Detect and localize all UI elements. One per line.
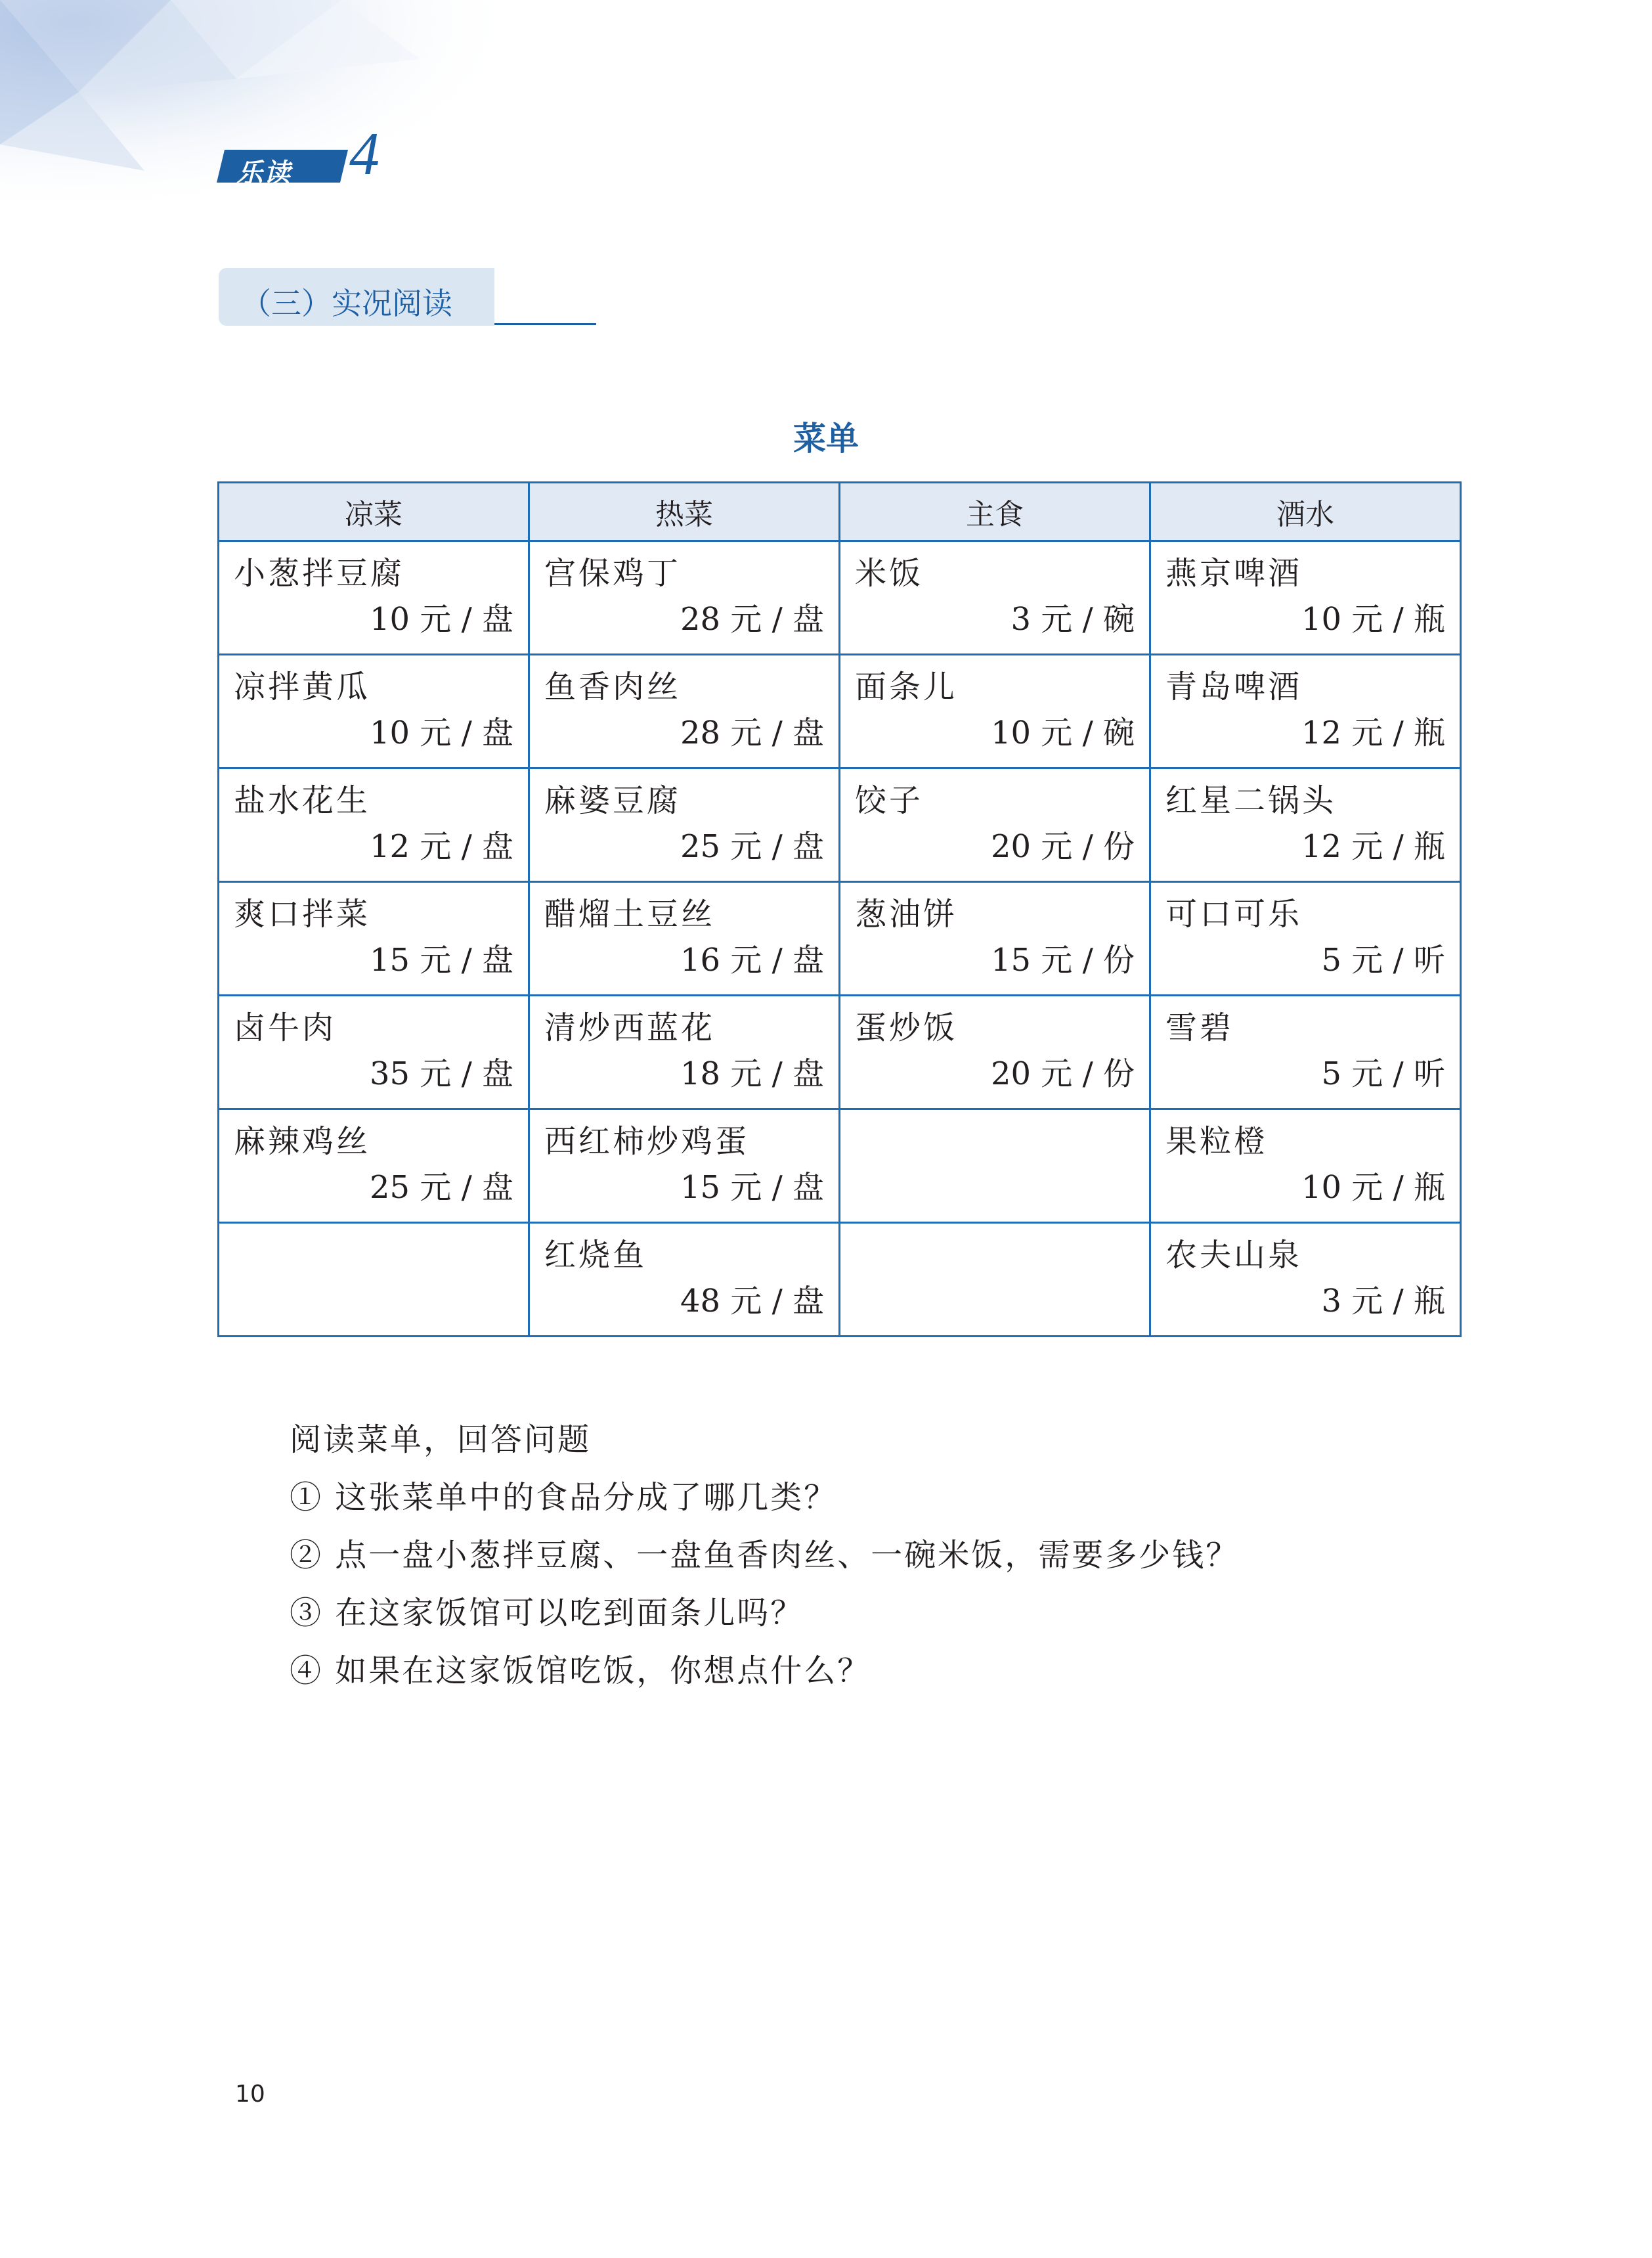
question-item: ② 点一盘小葱拌豆腐、一盘鱼香肉丝、一碗米饭，需要多少钱？	[290, 1537, 1240, 1574]
menu-cell-empty	[840, 1109, 1150, 1223]
menu-cell	[529, 541, 840, 655]
dish-name: 可口可乐	[1165, 896, 1303, 933]
dish-price: 12 元 / 瓶	[1301, 828, 1445, 865]
dish-price: 28 元 / 盘	[680, 600, 824, 638]
section-title: （三）实况阅读	[241, 286, 452, 321]
dish-name: 醋熘土豆丝	[544, 896, 716, 933]
dish-name: 卤牛肉	[234, 1009, 337, 1046]
menu-cell	[219, 882, 529, 996]
dish-price: 25 元 / 盘	[369, 1168, 513, 1206]
menu-cell	[219, 541, 529, 655]
menu-cell	[1150, 1109, 1461, 1223]
series-label: 乐读	[236, 158, 292, 188]
table-row	[219, 541, 1461, 655]
dish-name: 青岛啤酒	[1165, 669, 1303, 705]
dish-name: 葱油饼	[855, 896, 958, 933]
menu-title: 菜单	[793, 420, 859, 458]
table-row	[219, 882, 1461, 996]
dish-name: 红星二锅头	[1165, 782, 1337, 819]
dish-price: 12 元 / 瓶	[1301, 714, 1445, 751]
dish-price: 15 元 / 份	[990, 941, 1135, 979]
menu-cell	[529, 1223, 840, 1337]
dish-name: 红烧鱼	[544, 1237, 647, 1273]
menu-cell	[219, 768, 529, 882]
question-item: ① 这张菜单中的食品分成了哪几类？	[290, 1479, 838, 1516]
question-item: ③ 在这家饭馆可以吃到面条儿吗？	[290, 1595, 804, 1631]
dish-name: 蛋炒饭	[855, 1009, 958, 1046]
dish-name: 农夫山泉	[1165, 1237, 1303, 1273]
dish-price: 18 元 / 盘	[680, 1055, 824, 1092]
menu-cell-empty	[219, 1223, 529, 1337]
menu-table	[217, 481, 1462, 1337]
dish-name: 麻婆豆腐	[544, 782, 682, 819]
column-header-staples: 主食	[840, 483, 1150, 541]
menu-cell	[529, 655, 840, 768]
table-row	[219, 1223, 1461, 1337]
dish-price: 10 元 / 瓶	[1301, 600, 1445, 638]
dish-name: 面条儿	[855, 669, 958, 705]
dish-name: 燕京啤酒	[1165, 555, 1303, 592]
dish-name: 爽口拌菜	[234, 896, 371, 933]
column-header-hot-dishes: 热菜	[529, 483, 840, 541]
dish-price: 10 元 / 瓶	[1301, 1168, 1445, 1206]
dish-price: 5 元 / 听	[1321, 941, 1445, 979]
dish-name: 饺子	[855, 782, 924, 819]
dish-price: 20 元 / 份	[990, 828, 1135, 865]
dish-price: 20 元 / 份	[990, 1055, 1135, 1092]
dish-price: 10 元 / 盘	[369, 600, 513, 638]
menu-cell	[840, 541, 1150, 655]
dish-price: 48 元 / 盘	[680, 1282, 824, 1319]
menu-cell-empty	[840, 1223, 1150, 1337]
table-row	[219, 655, 1461, 768]
dish-name: 宫保鸡丁	[544, 555, 682, 592]
dish-name: 清炒西蓝花	[544, 1009, 716, 1046]
menu-cell	[1150, 882, 1461, 996]
menu-cell	[529, 882, 840, 996]
dish-name: 鱼香肉丝	[544, 669, 682, 705]
dish-price: 10 元 / 盘	[369, 714, 513, 751]
dish-name: 西红柿炒鸡蛋	[544, 1123, 750, 1160]
dish-price: 28 元 / 盘	[680, 714, 824, 751]
dish-price: 25 元 / 盘	[680, 828, 824, 865]
dish-name: 米饭	[855, 555, 924, 592]
table-row	[219, 996, 1461, 1109]
reading-questions	[290, 1411, 1239, 1700]
column-header-drinks: 酒水	[1150, 483, 1461, 541]
column-header-cold-dishes: 凉菜	[219, 483, 529, 541]
dish-price: 15 元 / 盘	[369, 941, 513, 979]
menu-cell	[529, 768, 840, 882]
table-row	[219, 768, 1461, 882]
dish-price: 16 元 / 盘	[680, 941, 824, 979]
dish-price: 5 元 / 听	[1321, 1055, 1445, 1092]
menu-cell	[219, 655, 529, 768]
dish-price: 12 元 / 盘	[369, 828, 513, 865]
dish-price: 15 元 / 盘	[680, 1168, 824, 1206]
series-tag	[217, 150, 348, 188]
menu-cell	[1150, 768, 1461, 882]
menu-cell	[840, 996, 1150, 1109]
menu-cell	[219, 1109, 529, 1223]
table-row	[219, 1109, 1461, 1223]
menu-cell	[840, 655, 1150, 768]
menu-cell	[529, 996, 840, 1109]
page-number: 10	[235, 2081, 265, 2108]
menu-cell	[840, 882, 1150, 996]
dish-name: 果粒橙	[1165, 1123, 1269, 1160]
dish-name: 麻辣鸡丝	[234, 1123, 371, 1160]
menu-cell	[840, 768, 1150, 882]
menu-cell	[219, 996, 529, 1109]
dish-price: 3 元 / 碗	[1011, 600, 1135, 638]
section-heading	[219, 268, 494, 326]
question-item: ④ 如果在这家饭馆吃饭，你想点什么？	[290, 1652, 871, 1689]
menu-cell	[1150, 655, 1461, 768]
menu-cell	[1150, 541, 1461, 655]
dish-name: 盐水花生	[234, 782, 371, 819]
dish-name: 雪碧	[1165, 1009, 1234, 1046]
section-underline	[494, 323, 596, 325]
menu-cell	[1150, 1223, 1461, 1337]
dish-name: 小葱拌豆腐	[234, 555, 405, 592]
questions-intro: 阅读菜单，回答问题	[290, 1421, 592, 1458]
menu-cell	[529, 1109, 840, 1223]
dish-name: 凉拌黄瓜	[234, 669, 371, 705]
dish-price: 3 元 / 瓶	[1321, 1282, 1445, 1319]
menu-cell	[1150, 996, 1461, 1109]
series-number: 4	[349, 120, 380, 187]
menu-header-row	[219, 483, 1461, 541]
dish-price: 35 元 / 盘	[369, 1055, 513, 1092]
dish-price: 10 元 / 碗	[990, 714, 1135, 751]
